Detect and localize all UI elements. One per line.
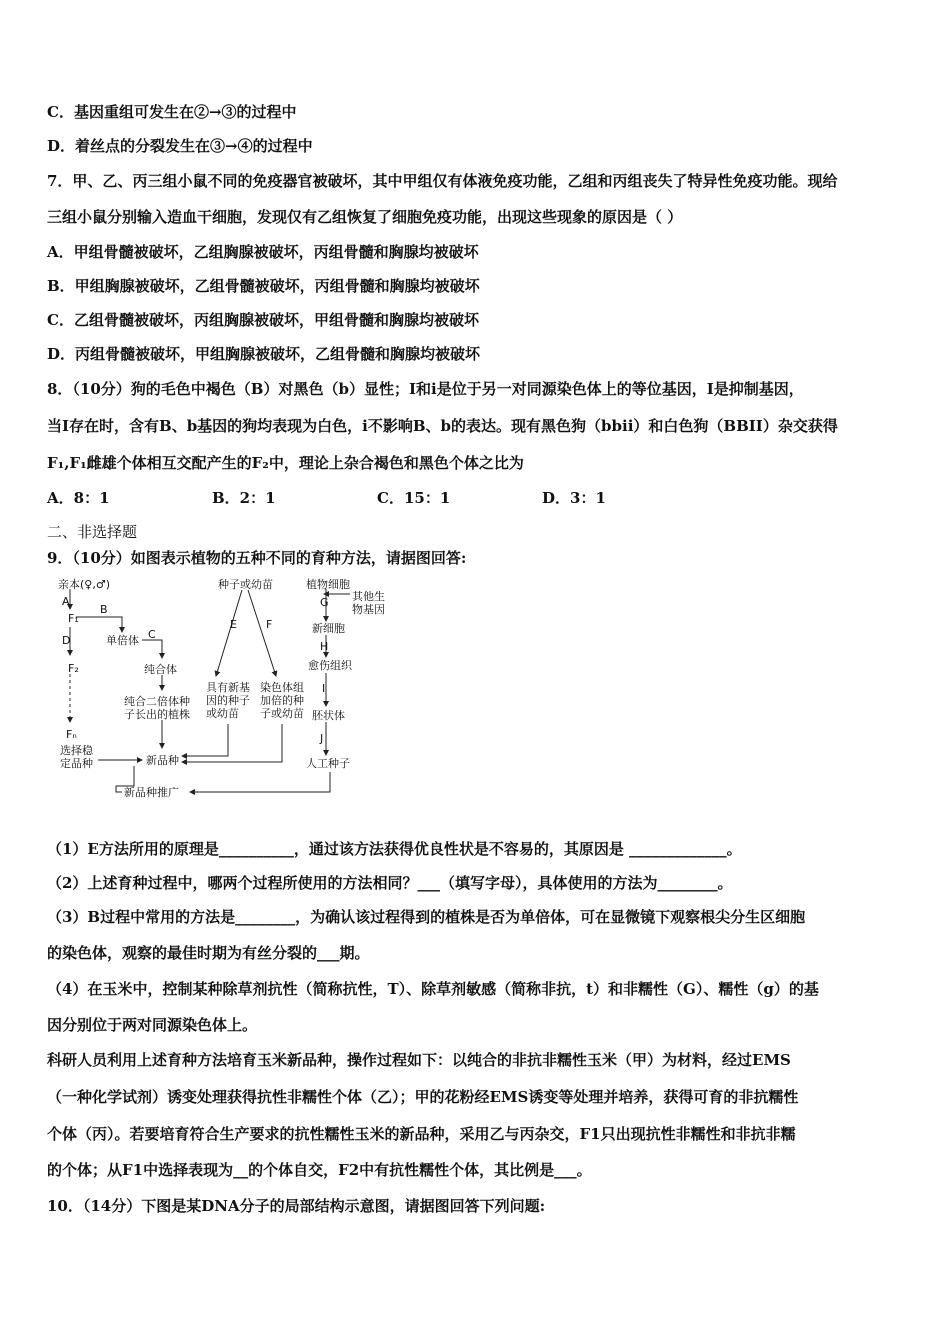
q9-part-5-line-2: （一种化学试剂）诱变处理获得抗性非糯性个体（乙）；甲的花粉经EMS诱变等处理并培养，获得可育的非抗糯性: [47, 1088, 799, 1106]
q7-option-a: A．甲组骨髓被破坏，乙组胸腺被破坏，丙组骨髓和胸腺均被破坏: [47, 243, 479, 261]
q7-option-c: C．乙组骨髓被破坏，丙组胸腺被破坏，甲组骨髓和胸腺均被破坏: [47, 311, 479, 329]
q7-option-b: B．甲组胸腺被破坏，乙组骨髓被破坏，丙组骨髓和胸腺均被破坏: [47, 277, 480, 295]
label-haploid: 单倍体: [106, 634, 139, 647]
q6-option-d: D．着丝点的分裂发生在③→④的过程中: [47, 137, 313, 155]
label-fn: Fₙ: [66, 728, 77, 741]
q9-part-3-line-1: （3）B过程中常用的方法是________，为确认该过程得到的植株是否为单倍体，可在显微镜下观察根尖分生区细胞: [47, 908, 806, 926]
label-i: I: [322, 682, 326, 695]
label-artificial-seed: 人工种子: [306, 757, 350, 770]
label-double-1: 染色体组: [260, 681, 304, 694]
label-newgene-2: 因的种子: [206, 694, 250, 707]
label-promotion: 新品种推广: [124, 786, 179, 799]
label-newgene-3: 或幼苗: [206, 707, 239, 720]
label-seed: 种子或幼苗: [218, 578, 273, 591]
label-new-variety: 新品种: [146, 754, 179, 767]
label-double-3: 子或幼苗: [260, 707, 304, 720]
q9-part-5-line-1: 科研人员利用上述育种方法培育玉米新品种，操作过程如下：以纯合的非抗非糯性玉米（甲）为材料，经过EMS: [47, 1051, 791, 1069]
q8-option-d: D．3：1: [542, 489, 606, 507]
breeding-diagram: [50, 572, 385, 810]
label-new-cell: 新细胞: [312, 622, 345, 635]
label-d: D: [62, 634, 71, 647]
q7-option-d: D．丙组骨髓被破坏，甲组胸腺被破坏，乙组骨髓和胸腺均被破坏: [47, 345, 481, 363]
label-embryoid: 胚状体: [312, 709, 345, 722]
q8-option-c: C．15：1: [377, 489, 451, 507]
label-pure: 纯合体: [144, 663, 177, 676]
label-double-2: 加倍的种: [260, 694, 304, 707]
label-g: G: [320, 596, 329, 609]
label-f2: F₂: [68, 662, 79, 675]
label-select-1: 选择稳: [60, 744, 93, 757]
label-c: C: [148, 628, 156, 641]
label-b: B: [100, 603, 108, 616]
label-f1: F₁: [68, 612, 79, 625]
q7-stem-line-1: 7．甲、乙、丙三组小鼠不同的免疫器官被破坏，其中甲组仅有体液免疫功能，乙组和丙组丧失了特异性免疫功能。现给: [47, 172, 838, 190]
q9-part-4-line-1: （4）在玉米中，控制某种除草剂抗性（简称抗性，T）、除草剂敏感（简称非抗，t）和非糯性（G）、糯性（g）的基: [47, 980, 819, 998]
label-j: J: [320, 732, 324, 745]
q8-option-b: B．2：1: [212, 489, 276, 507]
q9-part-3-line-2: 的染色体，观察的最佳时期为有丝分裂的___期。: [47, 944, 370, 962]
q8-stem-line-1: 8．（10分）狗的毛色中褐色（B）对黑色（b）显性；I和i是位于另一对同源染色体上的等位基因，I是抑制基因，: [47, 380, 804, 398]
q8-stem-line-2: 当I存在时，含有B、b基因的狗均表现为白色，i不影响B、b的表达。现有黑色狗（bbii）和白色狗（BBII）杂交获得: [47, 417, 838, 435]
label-select-2: 定品种: [60, 757, 93, 770]
label-diploid-1: 纯合二倍体种: [124, 695, 190, 708]
q9-stem: 9．（10分）如图表示植物的五种不同的育种方法，请据图回答:: [47, 549, 467, 567]
q9-part-5-line-3: 个体（丙）。若要培育符合生产要求的抗性糯性玉米的新品种，采用乙与丙杂交，F1只出现抗性非糯性和非抗非糯: [47, 1125, 796, 1143]
label-h: H: [320, 640, 329, 653]
label-a: A: [62, 595, 70, 608]
q6-option-c: C．基因重组可发生在②→③的过程中: [47, 103, 297, 121]
q10-stem: 10．（14分）下图是某DNA分子的局部结构示意图，请据图回答下列问题:: [47, 1197, 546, 1215]
q9-part-1: （1）E方法所用的原理是__________，通过该方法获得优良性状是不容易的，其原因是 _____________。: [47, 840, 742, 858]
label-diploid-2: 子长出的植株: [124, 708, 190, 721]
q8-option-a: A．8：1: [47, 489, 110, 507]
label-parents: 亲本(♀,♂): [58, 578, 110, 591]
q9-part-2: （2）上述育种过程中，哪两个过程所使用的方法相同？___（填写字母），具体使用的方法为________。: [47, 874, 733, 892]
label-newgene-1: 具有新基: [206, 681, 250, 694]
label-e: E: [230, 618, 237, 631]
label-other-gene-2: 物基因: [352, 603, 385, 616]
q9-part-4-line-2: 因分别位于两对同源染色体上。: [47, 1016, 258, 1034]
q7-stem-line-2: 三组小鼠分别输入造血干细胞，发现仅有乙组恢复了细胞免疫功能，出现这些现象的原因是（ ）: [47, 208, 683, 226]
q9-part-5-line-4: 的个体；从F1中选择表现为__的个体自交，F2中有抗性糯性个体，其比例是___。: [47, 1161, 592, 1179]
label-plant-cell: 植物细胞: [306, 578, 350, 591]
q8-stem-line-3: F₁,F₁雌雄个体相互交配产生的F₂中，理论上杂合褐色和黑色个体之比为: [47, 454, 524, 472]
label-other-gene-1: 其他生: [352, 590, 385, 603]
label-f: F: [266, 618, 273, 631]
label-callus: 愈伤组织: [308, 659, 352, 672]
section-heading: 二、非选择题: [47, 523, 138, 541]
